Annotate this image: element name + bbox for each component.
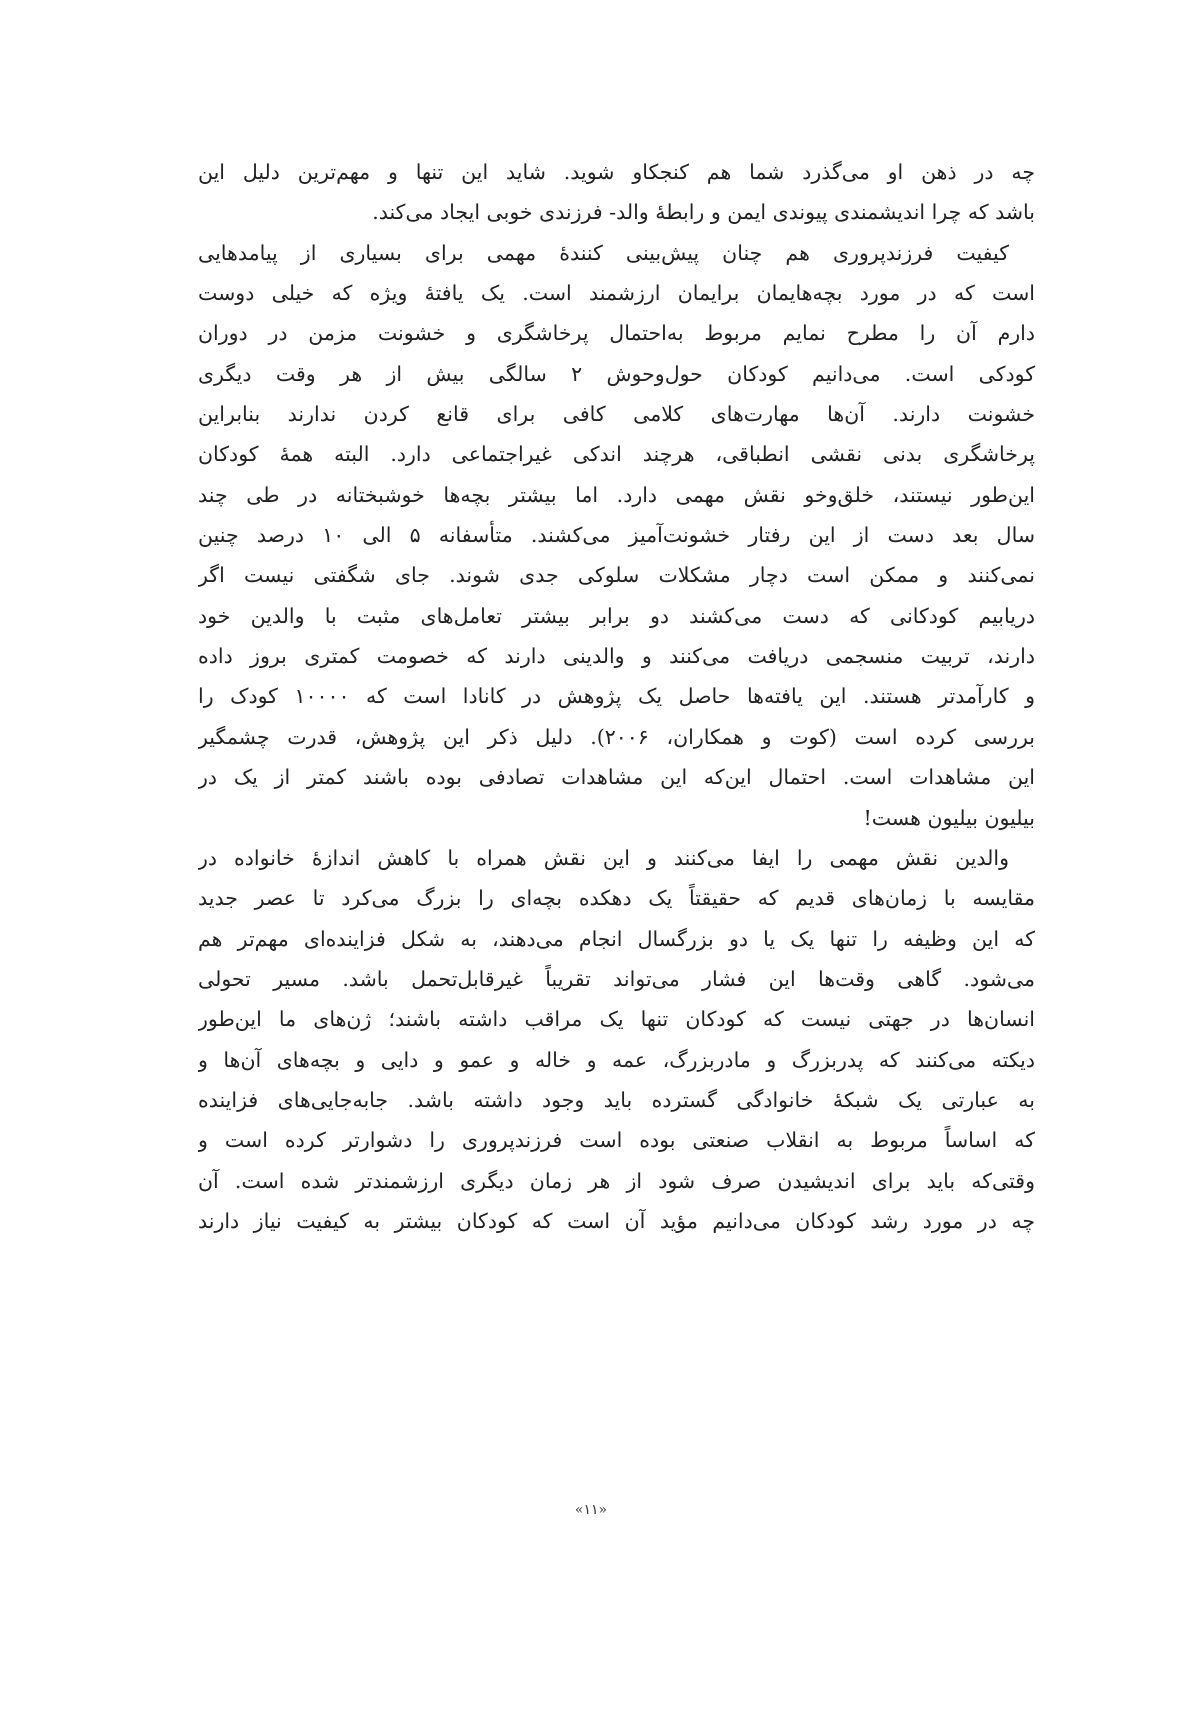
text-line: که اساساً مربوط به انقلاب صنعتی بوده است فرزندپروری را دشوارتر کرده است و	[198, 1128, 1035, 1153]
text-line: مقایسه با زمان‌های قدیم که حقیقتاً یک دهکده بچه‌ای را بزرگ می‌کرد تا عصر جدید	[198, 886, 1035, 911]
text-line: به عبارتی یک شبکهٔ خانوادگی گسترده باید وجود داشته باشد. جابه‌جایی‌های فزاینده	[198, 1087, 1035, 1112]
text-line: که این وظیفه را تنها یک یا دو بزرگسال انجام می‌دهند، به شکل فزاینده‌ای مهم‌تر هم	[198, 926, 1035, 951]
text-line: بررسی کرده است (کوت و همکاران، ۲۰۰۶). دلیل ذکر این پژوهش، قدرت چشمگیر	[198, 724, 1035, 749]
body-text	[198, 152, 1035, 1241]
paragraph	[198, 233, 1035, 838]
text-line: این مشاهدات است. احتمال این‌که این مشاهدات تصادفی بوده باشند کمتر از یک در	[198, 765, 1035, 790]
text-line: پرخاشگری بدنی نقشی انطباقی، هرچند اندکی غیراجتماعی دارد. البته همهٔ کودکان	[198, 442, 1035, 467]
text-line: دارند، تربیت منسجمی دریافت می‌کنند و والدینی دارند که خصومت کمتری بروز داده	[198, 644, 1035, 669]
text-line: والدین نقش مهمی را ایفا می‌کنند و این نقش همراه با کاهش اندازهٔ خانواده در	[198, 845, 1009, 870]
text-line: نمی‌کنند و ممکن است دچار مشکلات سلوکی جدی شوند. جای شگفتی نیست اگر	[198, 563, 1035, 588]
text-line: است که در مورد بچه‌هایمان برایمان ارزشمند است. یک یافتهٔ ویژه که خیلی دوست	[198, 281, 1035, 306]
text-line: باشد که چرا اندیشمندی پیوندی ایمن و رابطهٔ والد- فرزندی خوبی ایجاد می‌کند.	[372, 200, 1035, 225]
text-line: وقتی‌که باید برای اندیشیدن صرف شود از هر زمان دیگری ارزشمندتر شده است. آن	[198, 1168, 1035, 1193]
text-line: چه در مورد رشد کودکان می‌دانیم مؤید آن است که کودکان بیشتر به کیفیت نیاز دارند	[198, 1208, 1035, 1233]
paragraph	[198, 152, 1035, 233]
text-line: چه در ذهن او می‌گذرد شما هم کنجکاو شوید. شاید این تنها و مهم‌ترین دلیل این	[198, 160, 1035, 184]
text-line: خشونت دارند. آن‌ها مهارت‌های کلامی کافی برای قانع کردن ندارند بنابراین	[198, 402, 1035, 427]
text-line: دارم آن را مطرح نمایم مربوط به‌احتمال پرخاشگری و خشونت مزمن در دوران	[198, 321, 1035, 346]
text-line: می‌شود. گاهی وقت‌ها این فشار می‌تواند تقریباً غیرقابل‌تحمل باشد. مسیر تحولی	[198, 966, 1035, 991]
text-line: این‌طور نیستند، خلق‌وخو نقش مهمی دارد. اما بیشتر بچه‌ها خوشبختانه در طی چند	[198, 482, 1035, 507]
text-line: دیکته می‌کنند که پدربزرگ و مادربزرگ، عمه و خاله و عمو و دایی و بچه‌های آن‌ها و	[198, 1047, 1035, 1072]
paragraph	[198, 838, 1035, 1241]
text-line: و کارآمدتر هستند. این یافته‌ها حاصل یک پژوهش در کانادا است که ۱۰۰۰۰ کودک را	[198, 684, 1035, 709]
text-line: انسان‌ها در جهتی نیست که کودکان تنها یک مراقب داشته باشند؛ ژن‌های ما این‌طور	[198, 1007, 1035, 1032]
text-line: کودکی است. می‌دانیم کودکان حول‌وحوش ۲ سالگی بیش از هر وقت دیگری	[198, 361, 1035, 386]
text-line: دریابیم کودکانی که دست می‌کشند دو برابر بیشتر تعامل‌های مثبت با والدین خود	[198, 603, 1035, 628]
page-number: «۱۱»	[574, 1502, 608, 1518]
text-line: کیفیت فرزندپروری هم چنان پیش‌بینی کنندهٔ مهمی برای بسیاری از پیامدهایی	[198, 240, 1009, 265]
text-line: سال بعد دست از این رفتار خشونت‌آمیز می‌کشند. متأسفانه ۵ الی ۱۰ درصد چنین	[198, 523, 1035, 548]
text-line: بیلیون بیلیون هست!	[863, 805, 1035, 830]
